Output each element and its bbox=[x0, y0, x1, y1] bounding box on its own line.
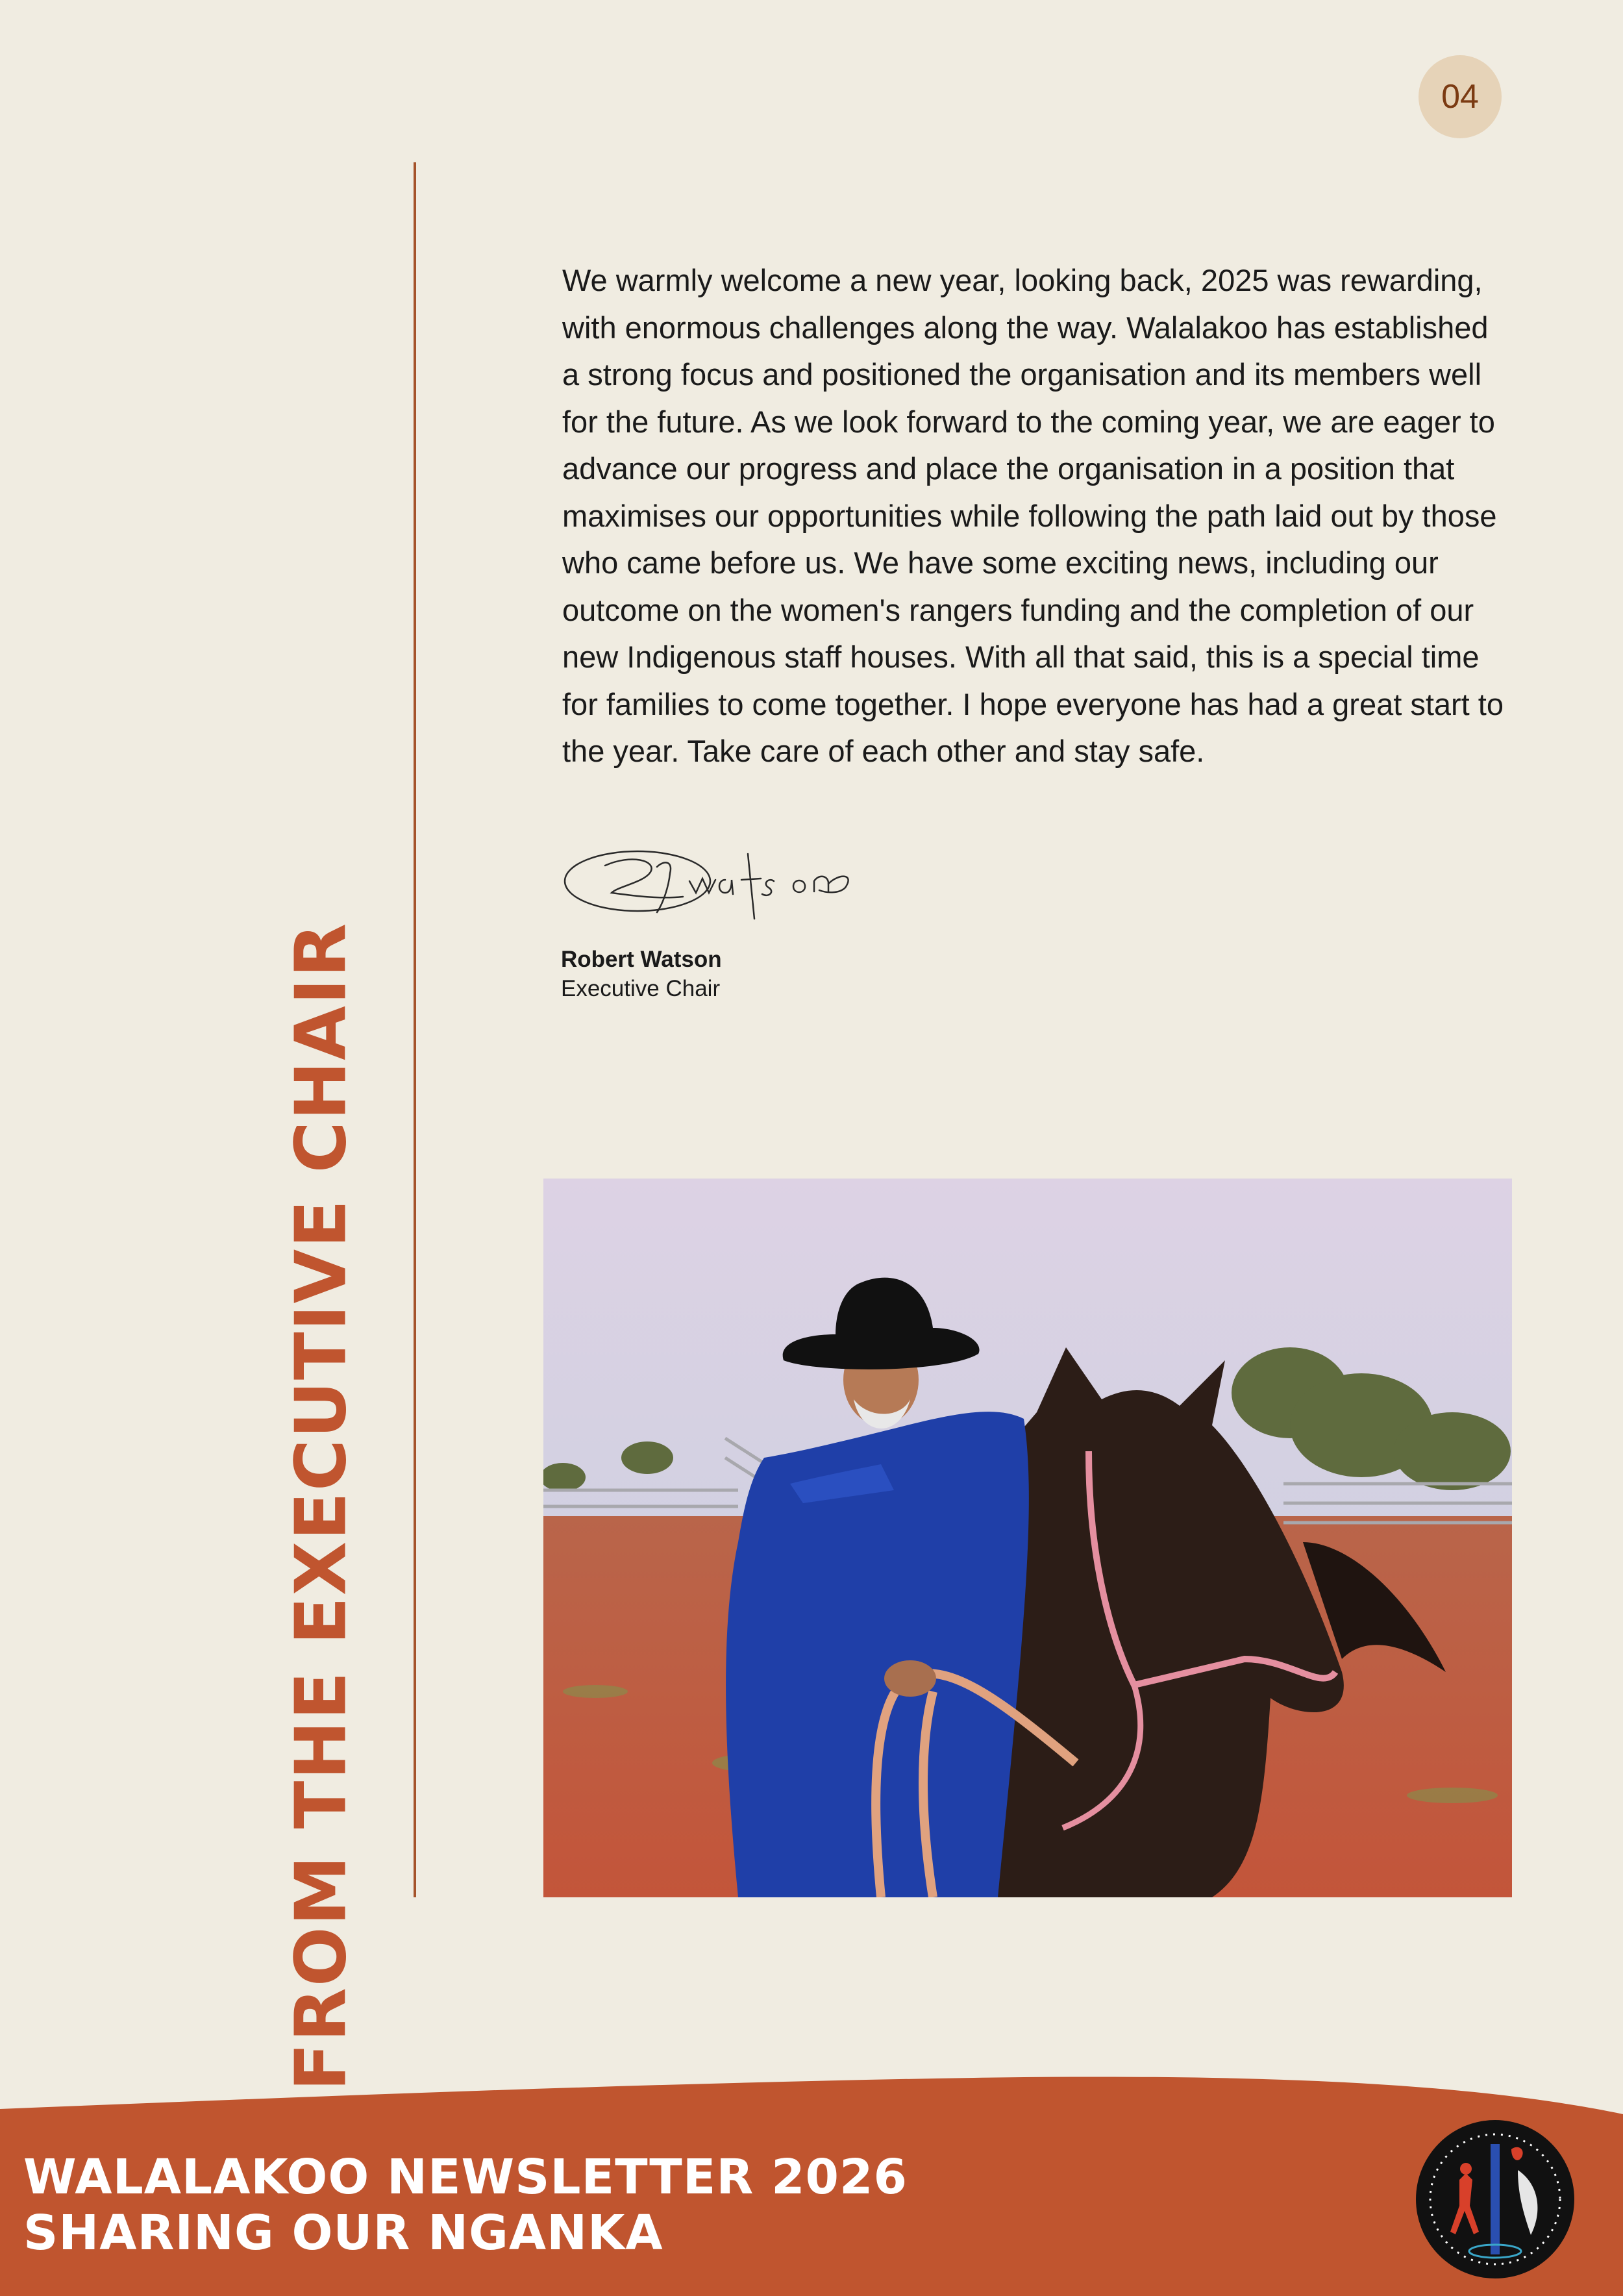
vertical-divider bbox=[414, 162, 416, 1897]
walalakoo-logo bbox=[1414, 2118, 1576, 2280]
letter-line: with enormous challenges along the way. Walalakoo has established bbox=[562, 310, 1489, 345]
section-title: FROM THE EXECUTIVE CHAIR bbox=[280, 921, 362, 2091]
chair-with-horse-photo bbox=[543, 1179, 1512, 1897]
signatory-name: Robert Watson bbox=[561, 947, 722, 972]
letter-line: new Indigenous staff houses. With all that said, this is a special time bbox=[562, 640, 1480, 674]
signatory-role: Executive Chair bbox=[561, 976, 721, 1001]
letter-line: who came before us. We have some exciting news, including our bbox=[562, 545, 1439, 580]
letter-line: for the future. As we look forward to the coming year, we are eager to bbox=[562, 404, 1495, 439]
footer-title-line2: SHARING OUR NGANKA bbox=[23, 2205, 663, 2261]
page-number: 04 bbox=[1441, 78, 1479, 116]
letter-line: We warmly welcome a new year, looking back, 2025 was rewarding, bbox=[562, 263, 1483, 297]
footer-title-line1: WALALAKOO NEWSLETTER 2026 bbox=[23, 2149, 908, 2205]
letter-line: for families to come together. I hope everyone has had a great start to bbox=[562, 686, 1504, 721]
letter-line: outcome on the women's rangers funding and the completion of our bbox=[562, 592, 1474, 627]
letter-body bbox=[562, 257, 1542, 775]
letter-line: maximises our opportunities while following the path laid out by those bbox=[562, 498, 1497, 533]
page-number-badge bbox=[1419, 55, 1502, 138]
footer-title bbox=[23, 2149, 908, 2261]
letter-line: the year. Take care of each other and stay safe. bbox=[562, 734, 1205, 768]
letter-line: advance our progress and place the organisation in a position that bbox=[562, 451, 1455, 486]
letter-line: a strong focus and positioned the organisation and its members well bbox=[562, 357, 1482, 392]
section-title-container bbox=[280, 921, 362, 2091]
handwritten-signature bbox=[560, 841, 858, 932]
